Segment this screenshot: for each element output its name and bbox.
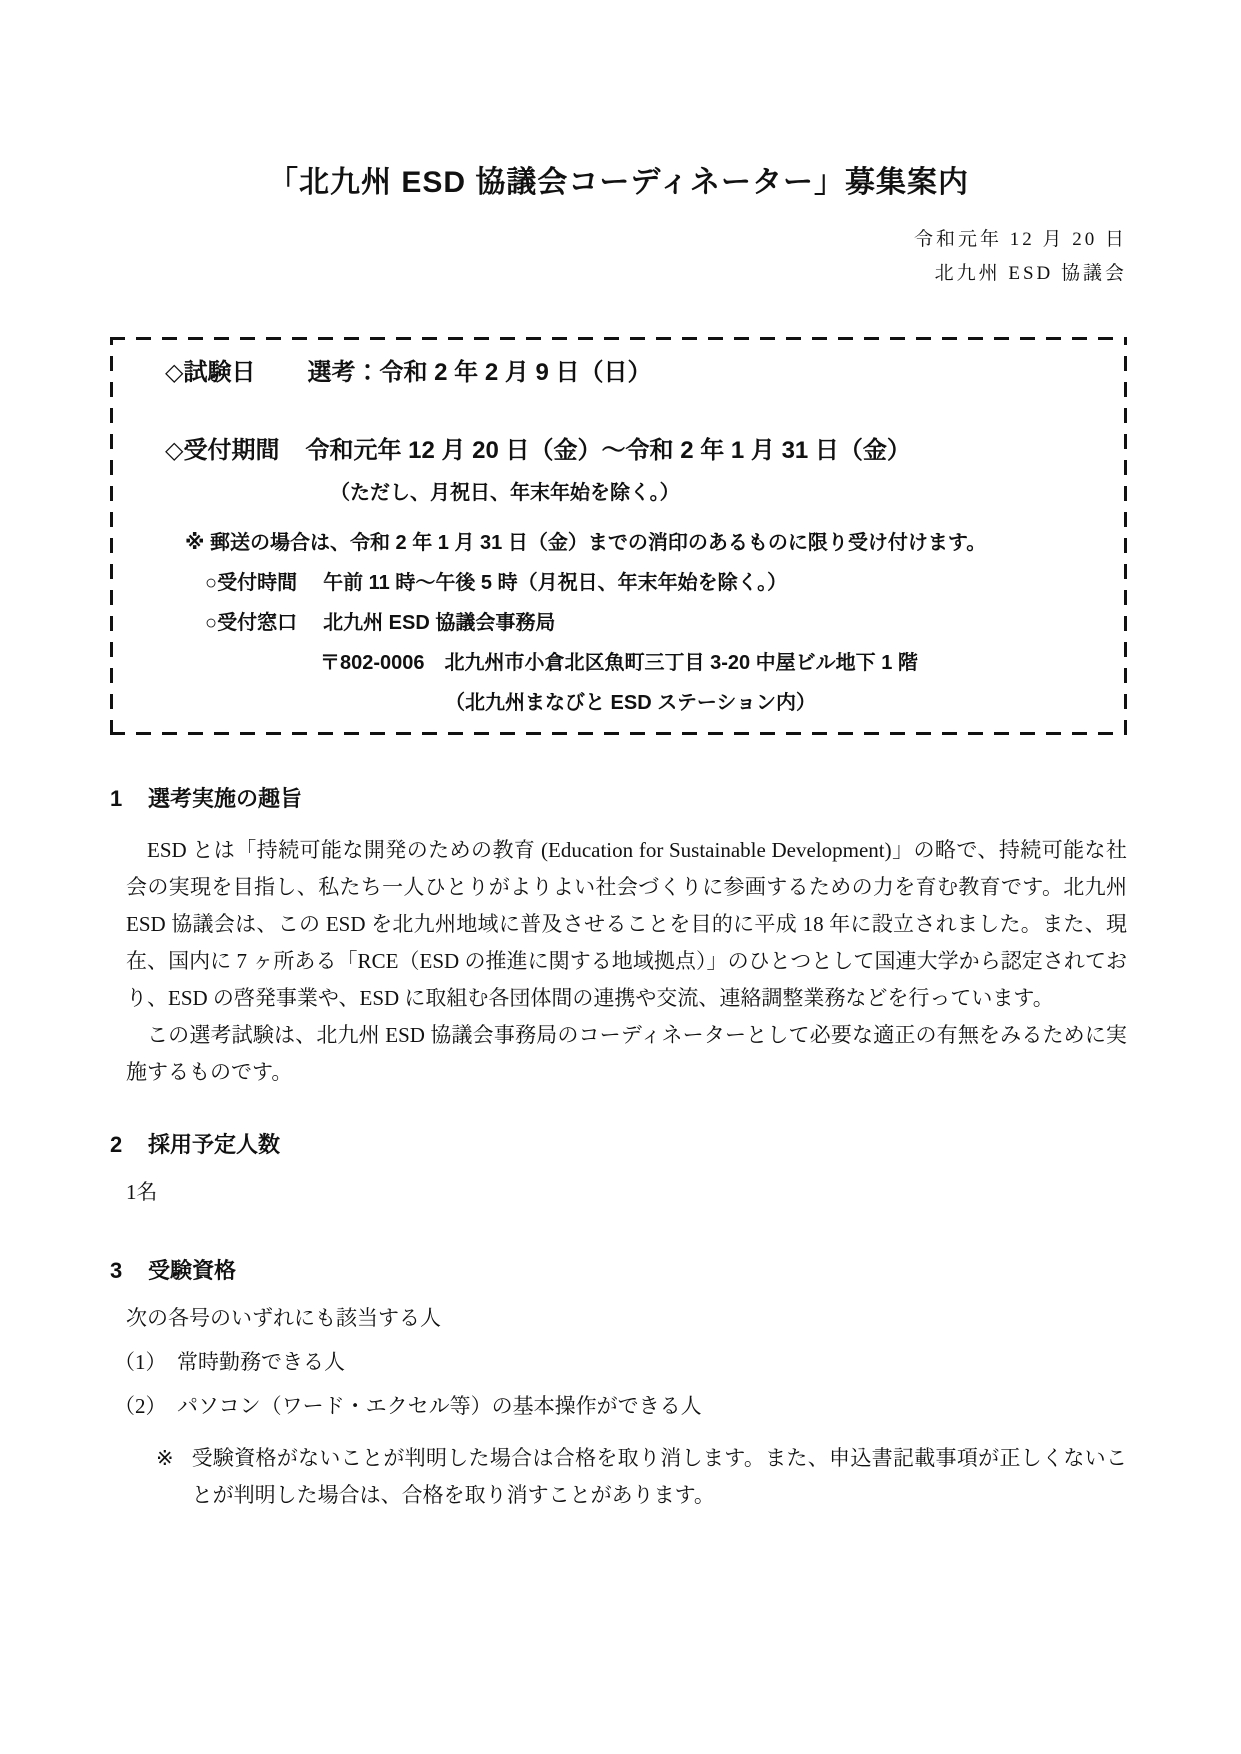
- reception-hours-value: 午前 11 時～午後 5 時（月祝日、年末年始を除く。）: [323, 572, 788, 594]
- section-purpose-heading: [110, 785, 1127, 812]
- section-headcount-body: [110, 1174, 1127, 1211]
- section-eligibility-heading: [110, 1257, 1127, 1284]
- page-title: 「北九州 ESD 協議会コーディネーター」募集案内: [268, 166, 969, 199]
- section-heading-text: 選考実施の趣旨: [148, 786, 303, 811]
- note-text: 受験資格がないことが判明した場合は合格を取り消します。また、申込書記載事項が正しくないことが判明した場合は、合格を取り消すことがあります。: [191, 1446, 1127, 1507]
- section-number: 2: [110, 1132, 123, 1157]
- reception-period-label: ◇受付期間: [165, 437, 280, 464]
- reception-period-value: 令和元年 12 月 20 日（金）～令和 2 年 1 月 31 日（金）: [305, 437, 911, 464]
- mail-note: ※ 郵送の場合は、令和 2 年 1 月 31 日（金）までの消印のあるものに限り受け付けます。: [185, 532, 987, 554]
- document-meta: [110, 223, 1127, 291]
- exam-date-value: 選考：令和 2 年 2 月 9 日（日）: [307, 359, 652, 386]
- headcount-value: 1名: [126, 1180, 158, 1204]
- document-organization: 北九州 ESD 協議会: [934, 263, 1127, 284]
- section-heading-text: 受験資格: [148, 1258, 237, 1283]
- section-number: 1: [110, 786, 123, 811]
- reception-period-note: （ただし、月祝日、年末年始を除く。）: [330, 482, 680, 504]
- section-purpose: [110, 785, 1127, 1091]
- purpose-paragraph-2: この選考試験は、北九州 ESD 協議会事務局のコーディネーターとして必要な適正の有無をみるために実施するものです。: [126, 1023, 1127, 1084]
- section-number: 3: [110, 1258, 123, 1283]
- document-date: 令和元年 12 月 20 日: [913, 229, 1127, 250]
- exam-date-row: [165, 357, 1107, 389]
- section-eligibility-body: [110, 1300, 1127, 1514]
- eligibility-item-2: （2） パソコン（ワード・エクセル等）の基本操作ができる人: [114, 1394, 702, 1418]
- exam-date-label: ◇試験日: [165, 359, 256, 386]
- eligibility-intro: 次の各号のいずれにも該当する人: [126, 1306, 441, 1330]
- section-headcount-heading: [110, 1131, 1127, 1158]
- eligibility-note: [156, 1440, 1127, 1514]
- purpose-paragraph-1: ESD とは「持続可能な開発のための教育 (Education for Sustainable Development)」の略で、持続可能な社会の実現を目指し、私たち一人ひとりがよりよい社会づくりに参画するための力を育む教育です。北九州 ESD 協議会は、この ESD を北九州地域に普及させることを目的に平成 18 年に設立されました。また、現在、国内に 7 ヶ所ある「RCE（ESD の推進に関する地域拠点）」のひとつとして国連大学から認定されており、ESD の啓発事業や、ESD に取組む各団体間の連携や交流、連絡調整業務などを行っています。: [126, 838, 1127, 1010]
- reception-period-row: [165, 435, 1107, 467]
- reception-hours-label: ○受付時間: [205, 572, 298, 594]
- reception-desk-label: ○受付窓口: [205, 612, 298, 634]
- reception-desk-address: 〒802-0006 北九州市小倉北区魚町三丁目 3-20 中屋ビル地下 1 階: [320, 652, 918, 674]
- section-purpose-body: [110, 832, 1127, 1091]
- reception-desk-row: [205, 610, 1107, 637]
- reception-hours-row: [205, 570, 1107, 597]
- section-eligibility: [110, 1257, 1127, 1514]
- reception-desk-value: 北九州 ESD 協議会事務局: [323, 612, 556, 634]
- reception-desk-address-note: （北九州まなびと ESD ステーション内）: [445, 692, 817, 714]
- section-heading-text: 採用予定人数: [148, 1132, 281, 1157]
- notice-box: [110, 337, 1127, 735]
- section-headcount: [110, 1131, 1127, 1211]
- note-mark: ※: [156, 1446, 174, 1470]
- eligibility-item-1: （1） 常時勤務できる人: [114, 1350, 345, 1374]
